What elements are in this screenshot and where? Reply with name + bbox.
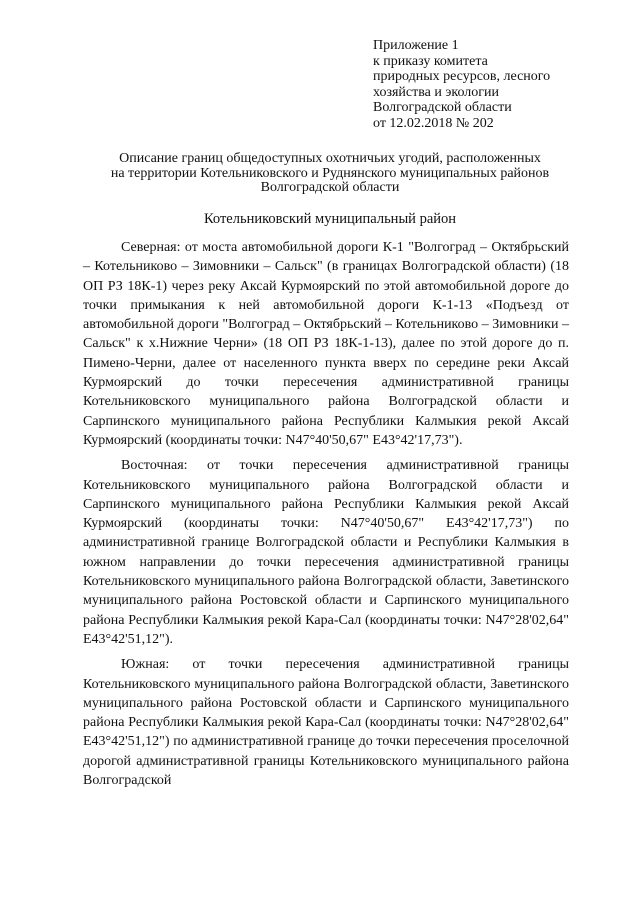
paragraph-text: от точки пересечения административной границы Котельниковского муниципального района Волгоградской области и Сарпинского муниципального района Республики Калмыкия рекой Аксай Курмоярский (координаты точки: N47°40'50,67" E43°42'17,73") по административной границе Волгоградской области и Республики Калмыкия в южном направлении до точки пересечения административной границы Котельниковского муниципального района Волгоградской области, Заветинского муниципального района Ростовской области и Сарпинского муниципального района Республики Калмыкия рекой Кара-Сал (координаты точки: N47°28'02,64" E43°42'51,12"). (83, 458, 569, 647)
paragraph-text: от точки пересечения административной границы Котельниковского муниципального района Волгоградской области, Заветинского муниципального района Ростовской области и Сарпинского муниципального района Республики Калмыкия рекой Кара-Сал (координаты точки: N47°28'02,64" E43°42'51,12") по административной границе до точки пересечения проселочной дорогой административной границы Котельниковского муниципального района Волгоградской (83, 657, 569, 789)
title-line: Волгоградской области (260, 180, 400, 195)
title-line: Описание границ общедоступных охотничьих угодий, расположенных (119, 151, 541, 166)
appendix-line: к приказу комитета (373, 53, 488, 69)
document-title (60, 152, 600, 196)
paragraph-north (83, 238, 569, 450)
paragraph-east (83, 456, 569, 649)
appendix-line: природных ресурсов, лесного (373, 69, 551, 84)
title-line: на территории Котельниковского и Руднянского муниципальных районов (110, 165, 550, 181)
document-body (83, 238, 569, 796)
paragraph-south (83, 655, 569, 790)
district-heading: Котельниковский муниципальный район (203, 211, 457, 227)
paragraph-lead: Восточная: (121, 458, 188, 474)
appendix-block (373, 38, 613, 131)
appendix-line: Приложение 1 (373, 38, 459, 53)
appendix-line: Волгоградской области (373, 100, 512, 115)
paragraph-text: от моста автомобильной дороги К-1 "Волгоград – Октябрьский – Котельниково – Зимовники – Сальск" (в границах Волгоградской области) (18 ОП РЗ 18К-1) через реку Аксай Курмоярский по этой автомобильной дороге до точки примыкания к ней автомобильной дороги К-1-13 «Подъезд от автомобильной дороги "Волгоград – Октябрьский – Котельниково – Зимовники – Сальск" к х.Нижние Черни» (18 ОП РЗ 18К-1-13), далее по этой дороге до п. Пимено-Черни, далее от населенного пункта вверх по середине реки Аксай Курмоярский до точки пересечения административной границы Котельниковского муниципального района Волгоградской области и Сарпинского муниципального района Республики Калмыкия рекой Аксай Курмоярский (координаты точки: N47°40'50,67" E43°42'17,73"). (83, 240, 569, 448)
appendix-line: от 12.02.2018 № 202 (373, 115, 494, 131)
appendix-line: хозяйства и экологии (373, 84, 500, 100)
paragraph-lead: Северная: (121, 240, 181, 255)
paragraph-lead: Южная: (121, 657, 170, 673)
